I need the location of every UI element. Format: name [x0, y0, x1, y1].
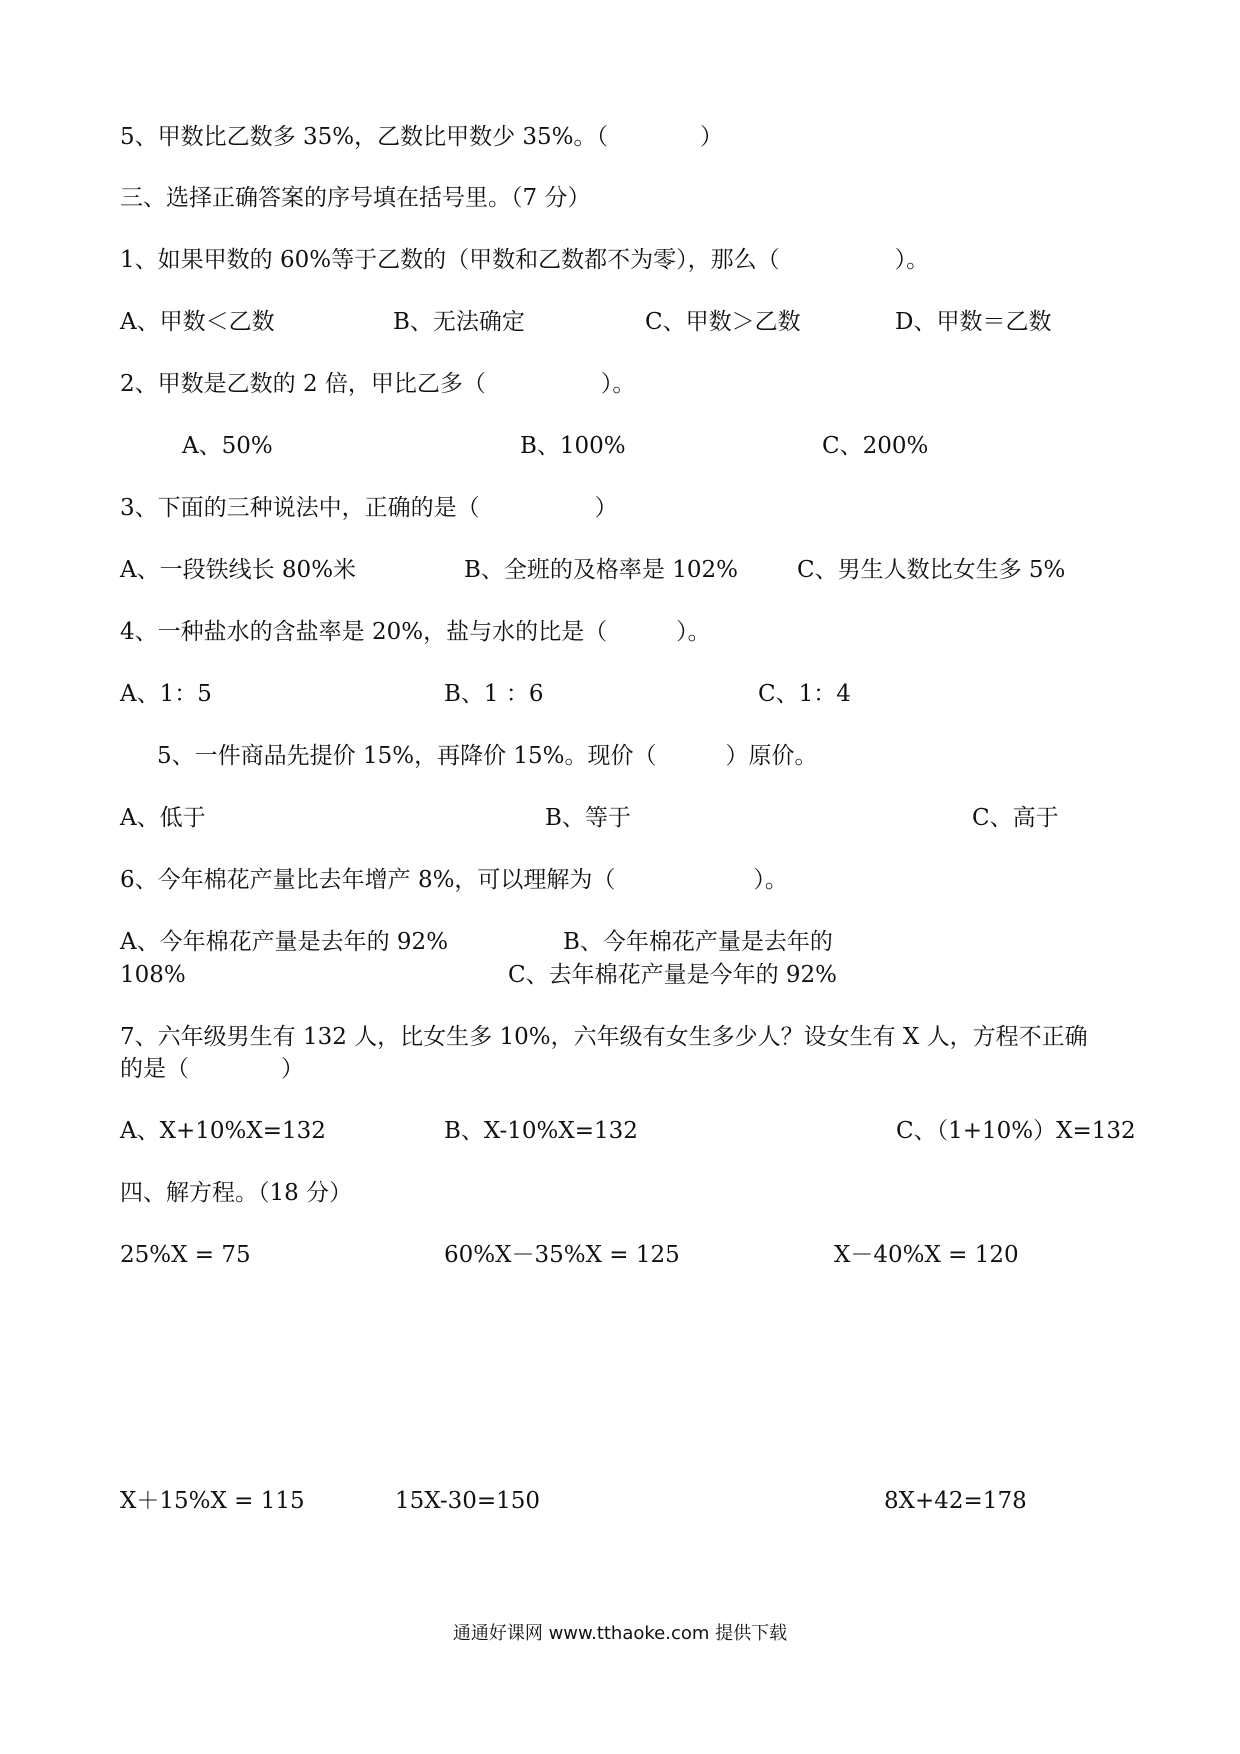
- mc-4-option-c: C、1：4: [758, 681, 851, 707]
- mc-7-option-b: B、X-10%X=132: [444, 1118, 638, 1144]
- equation-2: 60%X－35%X = 125: [444, 1242, 680, 1268]
- equation-4: X＋15%X = 115: [120, 1488, 305, 1514]
- equation-3: X－40%X = 120: [834, 1242, 1019, 1268]
- mc-1-option-d: D、甲数＝乙数: [895, 309, 1052, 335]
- mc-1-option-a: A、甲数＜乙数: [120, 309, 275, 335]
- mc-question-7-line-1: 7、六年级男生有 132 人，比女生多 10%，六年级有女生多少人？设女生有 X 人，方程不正确: [120, 1024, 1088, 1050]
- mc-1-option-c: C、甲数＞乙数: [645, 309, 801, 335]
- mc-5-option-c: C、高于: [972, 805, 1059, 831]
- mc-question-3: 3、下面的三种说法中，正确的是（ ）: [120, 495, 618, 521]
- mc-7-option-c: C、（1+10%）X=132: [896, 1118, 1136, 1144]
- mc-2-option-c: C、200%: [822, 433, 929, 459]
- mc-2-option-a: A、50%: [182, 433, 273, 459]
- mc-question-4: 4、一种盐水的含盐率是 20%，盐与水的比是（ ）。: [120, 619, 711, 645]
- mc-question-5: 5、一件商品先提价 15%，再降价 15%。现价（ ）原价。: [157, 743, 818, 769]
- equation-1: 25%X = 75: [120, 1242, 251, 1268]
- mc-question-7-line-2: 的是（ ）: [120, 1056, 304, 1082]
- equation-5: 15X-30=150: [395, 1488, 541, 1514]
- mc-6-option-b-continued: 108%: [120, 962, 186, 988]
- mc-5-option-a: A、低于: [120, 805, 206, 831]
- mc-6-option-b: B、今年棉花产量是去年的: [563, 929, 833, 955]
- mc-6-option-a: A、今年棉花产量是去年的 92%: [120, 929, 449, 955]
- section-3-title: 三、选择正确答案的序号填在括号里。（7 分）: [120, 185, 591, 211]
- mc-question-2: 2、甲数是乙数的 2 倍，甲比乙多（ ）。: [120, 371, 636, 397]
- mc-6-option-c: C、去年棉花产量是今年的 92%: [508, 962, 838, 988]
- page-footer: 通通好课网 www.tthaoke.com 提供下载: [452, 1623, 788, 1644]
- mc-question-1: 1、如果甲数的 60%等于乙数的（甲数和乙数都不为零），那么（ ）。: [120, 247, 930, 273]
- mc-1-option-b: B、无法确定: [393, 309, 525, 335]
- mc-question-6: 6、今年棉花产量比去年增产 8%，可以理解为（ ）。: [120, 867, 788, 893]
- mc-7-option-a: A、X+10%X=132: [120, 1118, 326, 1144]
- mc-5-option-b: B、等于: [545, 805, 631, 831]
- mc-3-option-b: B、全班的及格率是 102%: [464, 557, 738, 583]
- mc-2-option-b: B、100%: [520, 433, 626, 459]
- mc-4-option-a: A、1：5: [120, 681, 212, 707]
- equation-6: 8X+42=178: [884, 1488, 1027, 1514]
- true-false-question-5: 5、甲数比乙数多 35%，乙数比甲数少 35%。（ ）: [120, 124, 723, 150]
- mc-4-option-b: B、1 ：6: [444, 681, 544, 707]
- mc-3-option-a: A、一段铁线长 80%米: [120, 557, 357, 583]
- mc-3-option-c: C、男生人数比女生多 5%: [797, 557, 1066, 583]
- section-4-title: 四、解方程。（18 分）: [120, 1180, 353, 1206]
